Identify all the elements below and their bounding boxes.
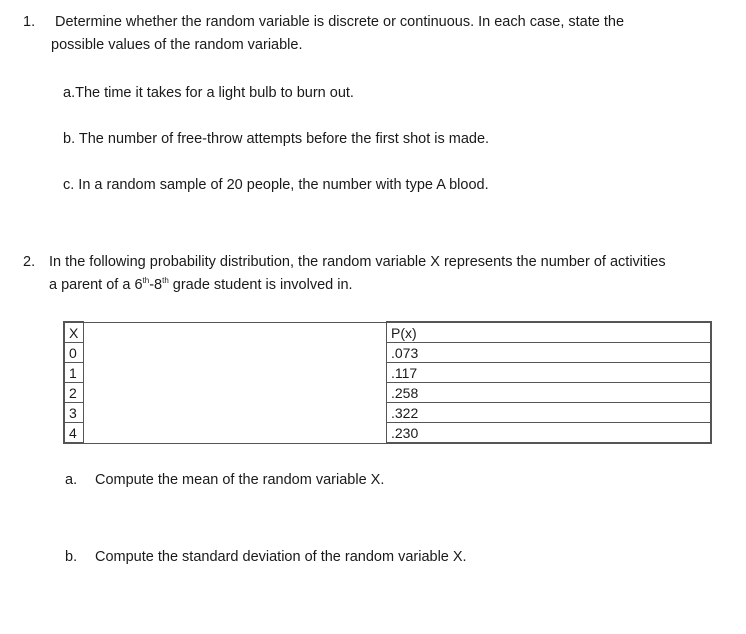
question-2-line-2-part-1: a parent of a 6 bbox=[49, 277, 143, 293]
table-row bbox=[64, 423, 711, 444]
table-row bbox=[64, 383, 711, 403]
table-header-row bbox=[64, 322, 711, 343]
cell-px: .258 bbox=[387, 383, 712, 403]
question-1-text-line-2: possible values of the random variable. bbox=[51, 37, 303, 53]
question-2-line-2-part-3: grade student is involved in. bbox=[168, 277, 353, 293]
question-1-item-b: b. The number of free-throw attempts before the first shot is made. bbox=[63, 131, 490, 147]
table-row bbox=[64, 363, 711, 383]
question-2-part-a-label: a. bbox=[65, 472, 78, 488]
question-2-number: 2. bbox=[23, 254, 36, 270]
cell-px: .073 bbox=[387, 343, 712, 363]
cell-x: 4 bbox=[64, 423, 84, 444]
superscript-th-2: th bbox=[162, 276, 169, 286]
probability-distribution-table bbox=[63, 321, 712, 444]
header-px: P(x) bbox=[387, 322, 712, 343]
question-1-text-line-1: Determine whether the random variable is discrete or continuous. In each case, state the bbox=[55, 14, 625, 30]
question-2-text-line-1: In the following probability distribution, the random variable X represents the number of activities bbox=[49, 254, 666, 270]
question-1-number: 1. bbox=[23, 14, 36, 30]
question-1-item-a: a.The time it takes for a light bulb to burn out. bbox=[63, 85, 354, 101]
table-spacer-cell bbox=[84, 322, 387, 343]
table-spacer-cell bbox=[84, 343, 387, 363]
question-2-part-b-label: b. bbox=[65, 549, 78, 565]
cell-x: 0 bbox=[64, 343, 84, 363]
cell-x: 1 bbox=[64, 363, 84, 383]
table-spacer-cell bbox=[84, 403, 387, 423]
table-spacer-cell bbox=[84, 383, 387, 403]
question-2-text-line-2 bbox=[49, 277, 353, 293]
header-x: X bbox=[64, 322, 84, 343]
cell-px: .322 bbox=[387, 403, 712, 423]
superscript-th-1: th bbox=[142, 276, 150, 286]
cell-x: 2 bbox=[64, 383, 84, 403]
table-spacer-cell bbox=[84, 423, 387, 444]
table-row bbox=[64, 343, 711, 363]
cell-px: .230 bbox=[387, 423, 712, 444]
cell-px: .117 bbox=[387, 363, 712, 383]
question-2-part-a-text: Compute the mean of the random variable X. bbox=[95, 472, 385, 488]
question-2-part-b-text: Compute the standard deviation of the random variable X. bbox=[95, 549, 467, 565]
table-spacer-cell bbox=[84, 363, 387, 383]
table-row bbox=[64, 403, 711, 423]
question-2-line-2-part-2: -8 bbox=[149, 277, 163, 293]
question-1-item-c: c. In a random sample of 20 people, the number with type A blood. bbox=[63, 177, 489, 193]
cell-x: 3 bbox=[64, 403, 84, 423]
